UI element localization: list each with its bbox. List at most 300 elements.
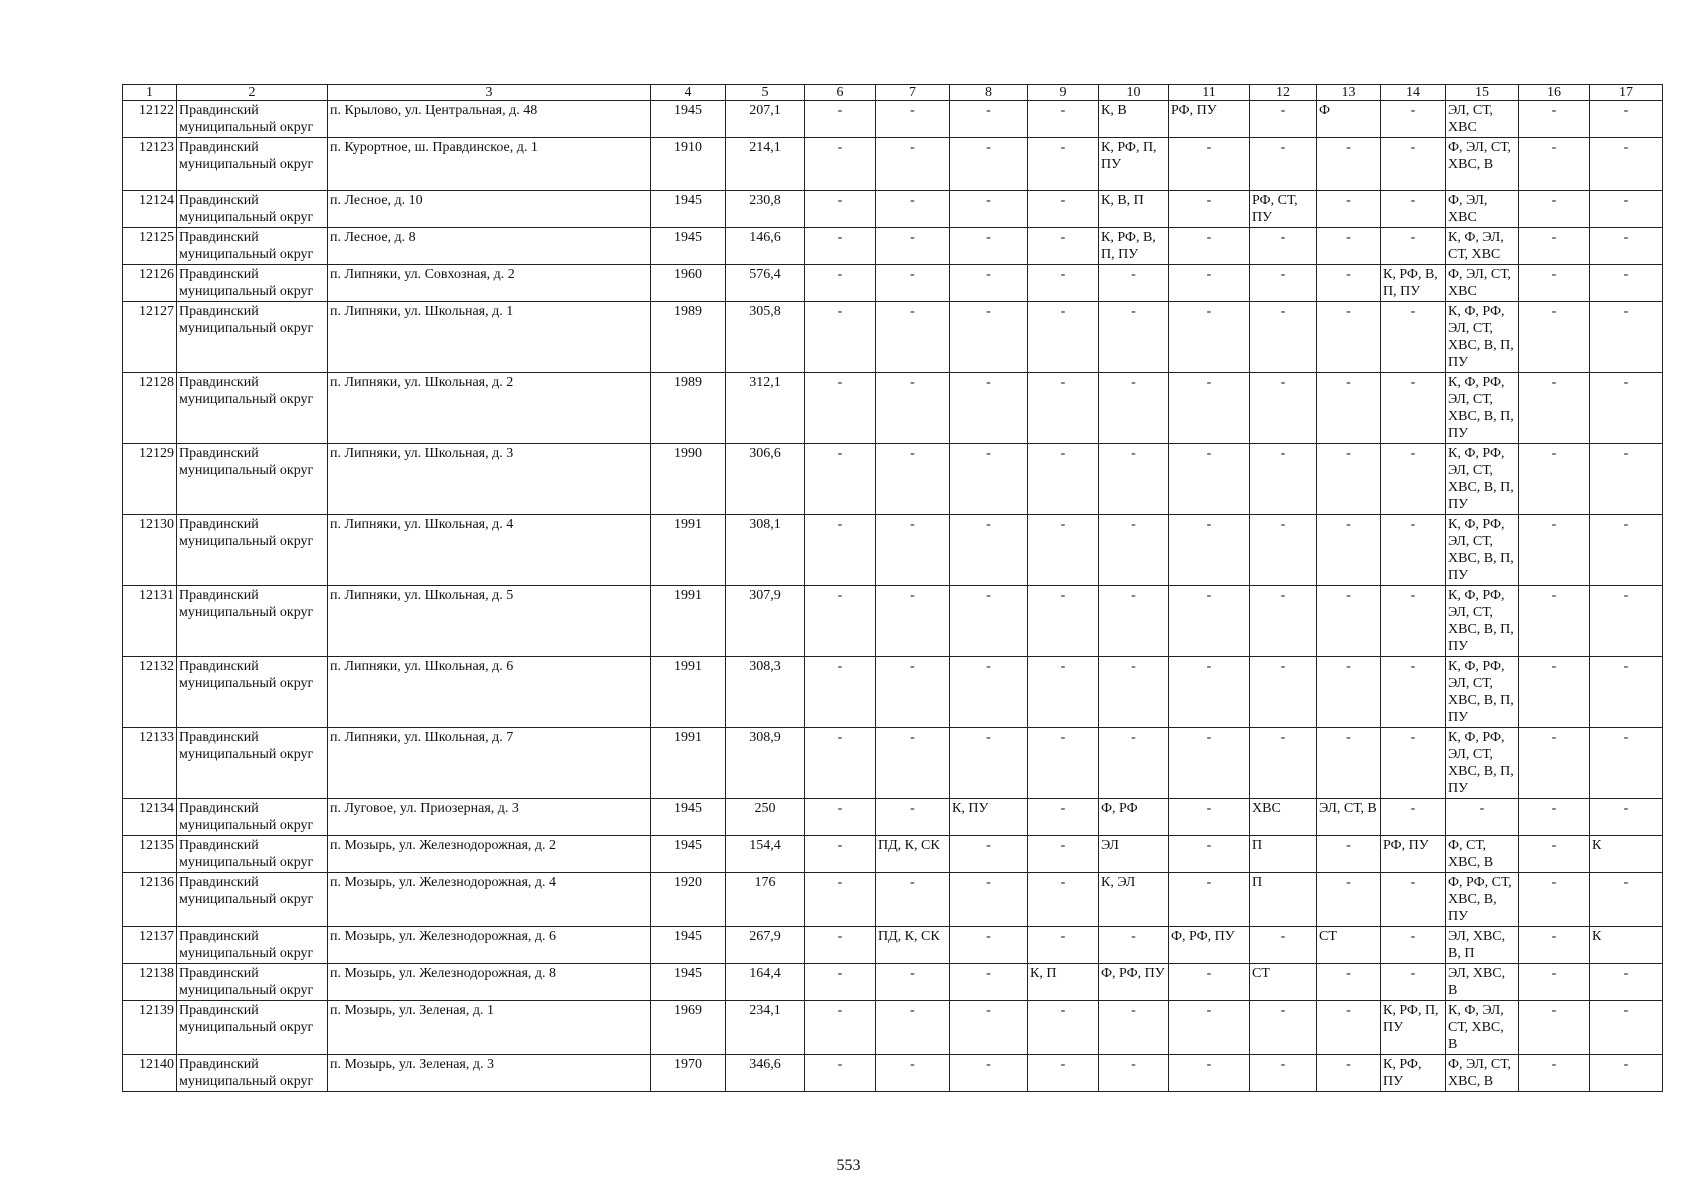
table-cell-col-4: 1989 [651, 302, 726, 373]
table-cell-col-6: - [805, 302, 876, 373]
table-cell-col-9: - [1028, 373, 1099, 444]
table-cell-col-16: - [1519, 964, 1590, 1001]
table-cell-col-4: 1945 [651, 101, 726, 138]
table-cell-col-14: - [1381, 228, 1446, 265]
table-cell-col-7: - [876, 228, 950, 265]
table-cell-col-2: Правдинский муниципальный округ [177, 873, 328, 927]
table-cell-col-7: - [876, 657, 950, 728]
table-cell-col-10: - [1099, 265, 1169, 302]
table-cell-col-1: 12131 [123, 586, 177, 657]
table-cell-col-1: 12128 [123, 373, 177, 444]
table-cell-col-5: 230,8 [726, 191, 805, 228]
table-cell-col-2: Правдинский муниципальный округ [177, 302, 328, 373]
table-cell-col-17: - [1590, 515, 1663, 586]
table-cell-col-4: 1920 [651, 873, 726, 927]
table-cell-col-11: - [1169, 964, 1250, 1001]
table-cell-col-15: К, Ф, РФ, ЭЛ, СТ, ХВС, В, П, ПУ [1446, 728, 1519, 799]
table-cell-col-9: - [1028, 138, 1099, 191]
table-cell-col-14: - [1381, 657, 1446, 728]
table-cell-col-4: 1991 [651, 728, 726, 799]
table-cell-col-9: - [1028, 657, 1099, 728]
table-cell-col-6: - [805, 101, 876, 138]
table-cell-col-11: - [1169, 302, 1250, 373]
table-cell-col-11: - [1169, 265, 1250, 302]
table-cell-col-10: К, ЭЛ [1099, 873, 1169, 927]
table-cell-col-6: - [805, 728, 876, 799]
table-cell-col-10: - [1099, 657, 1169, 728]
table-cell-col-13: - [1317, 873, 1381, 927]
table-row [123, 101, 1663, 138]
table-cell-col-12: - [1250, 444, 1317, 515]
table-row [123, 799, 1663, 836]
table-cell-col-3: п. Липняки, ул. Школьная, д. 5 [328, 586, 651, 657]
table-cell-col-14: - [1381, 799, 1446, 836]
table-cell-col-2: Правдинский муниципальный округ [177, 265, 328, 302]
table-cell-col-8: - [950, 101, 1028, 138]
table-cell-col-7: - [876, 191, 950, 228]
page-number: 553 [836, 1157, 861, 1174]
table-cell-col-7: - [876, 265, 950, 302]
table-cell-col-7: - [876, 373, 950, 444]
table-cell-col-17: - [1590, 138, 1663, 191]
table-row [123, 586, 1663, 657]
table-cell-col-5: 250 [726, 799, 805, 836]
table-cell-col-7: - [876, 964, 950, 1001]
table-cell-col-7: - [876, 138, 950, 191]
table-cell-col-5: 146,6 [726, 228, 805, 265]
table-cell-col-5: 306,6 [726, 444, 805, 515]
table-cell-col-3: п. Липняки, ул. Школьная, д. 6 [328, 657, 651, 728]
table-cell-col-12: - [1250, 728, 1317, 799]
table-cell-col-11: - [1169, 191, 1250, 228]
table-cell-col-5: 267,9 [726, 927, 805, 964]
table-cell-col-15: - [1446, 799, 1519, 836]
column-header: 16 [1519, 85, 1590, 101]
table-cell-col-10: К, В, П [1099, 191, 1169, 228]
table-cell-col-1: 12137 [123, 927, 177, 964]
table-cell-col-7: ПД, К, СК [876, 836, 950, 873]
table-row [123, 373, 1663, 444]
table-cell-col-9: - [1028, 1001, 1099, 1055]
table-cell-col-1: 12130 [123, 515, 177, 586]
table-cell-col-4: 1991 [651, 586, 726, 657]
table-cell-col-15: Ф, ЭЛ, ХВС [1446, 191, 1519, 228]
table-cell-col-5: 346,6 [726, 1055, 805, 1092]
table-cell-col-14: - [1381, 873, 1446, 927]
table-cell-col-17: К [1590, 836, 1663, 873]
table-cell-col-1: 12132 [123, 657, 177, 728]
table-cell-col-14: К, РФ, П, ПУ [1381, 1001, 1446, 1055]
table-cell-col-2: Правдинский муниципальный округ [177, 515, 328, 586]
table-cell-col-15: Ф, ЭЛ, СТ, ХВС [1446, 265, 1519, 302]
table-cell-col-11: - [1169, 444, 1250, 515]
table-cell-col-2: Правдинский муниципальный округ [177, 586, 328, 657]
table-cell-col-17: - [1590, 728, 1663, 799]
table-cell-col-10: К, РФ, П, ПУ [1099, 138, 1169, 191]
column-header: 14 [1381, 85, 1446, 101]
table-header [123, 85, 1663, 101]
table-cell-col-1: 12122 [123, 101, 177, 138]
table-cell-col-15: Ф, ЭЛ, СТ, ХВС, В [1446, 138, 1519, 191]
table-cell-col-17: - [1590, 265, 1663, 302]
table-cell-col-5: 176 [726, 873, 805, 927]
table-cell-col-15: К, Ф, РФ, ЭЛ, СТ, ХВС, В, П, ПУ [1446, 444, 1519, 515]
table-cell-col-15: К, Ф, ЭЛ, СТ, ХВС, В [1446, 1001, 1519, 1055]
table-cell-col-13: СТ [1317, 927, 1381, 964]
table-cell-col-4: 1945 [651, 228, 726, 265]
table-cell-col-14: - [1381, 444, 1446, 515]
table-row [123, 444, 1663, 515]
table-cell-col-9: - [1028, 1055, 1099, 1092]
table-cell-col-6: - [805, 964, 876, 1001]
table-cell-col-3: п. Мозырь, ул. Железнодорожная, д. 4 [328, 873, 651, 927]
table-cell-col-1: 12135 [123, 836, 177, 873]
table-row [123, 302, 1663, 373]
table-cell-col-17: - [1590, 191, 1663, 228]
table-cell-col-17: - [1590, 1001, 1663, 1055]
table-cell-col-4: 1910 [651, 138, 726, 191]
table-cell-col-16: - [1519, 799, 1590, 836]
column-header: 1 [123, 85, 177, 101]
table-cell-col-6: - [805, 228, 876, 265]
table-cell-col-12: ХВС [1250, 799, 1317, 836]
table-cell-col-13: - [1317, 586, 1381, 657]
table-cell-col-6: - [805, 138, 876, 191]
table-cell-col-6: - [805, 373, 876, 444]
table-cell-col-17: - [1590, 873, 1663, 927]
table-cell-col-4: 1945 [651, 964, 726, 1001]
table-row [123, 1055, 1663, 1092]
table-cell-col-15: К, Ф, РФ, ЭЛ, СТ, ХВС, В, П, ПУ [1446, 657, 1519, 728]
table-cell-col-16: - [1519, 1001, 1590, 1055]
table-cell-col-3: п. Лесное, д. 10 [328, 191, 651, 228]
table-cell-col-9: - [1028, 927, 1099, 964]
table-cell-col-10: - [1099, 1001, 1169, 1055]
table-cell-col-14: К, РФ, В, П, ПУ [1381, 265, 1446, 302]
table-cell-col-12: - [1250, 927, 1317, 964]
table-cell-col-9: - [1028, 836, 1099, 873]
table-cell-col-2: Правдинский муниципальный округ [177, 836, 328, 873]
table-cell-col-5: 308,1 [726, 515, 805, 586]
table-cell-col-8: - [950, 138, 1028, 191]
table-cell-col-11: - [1169, 1001, 1250, 1055]
table-cell-col-10: К, В [1099, 101, 1169, 138]
table-cell-col-17: - [1590, 657, 1663, 728]
table-cell-col-5: 164,4 [726, 964, 805, 1001]
table-cell-col-3: п. Липняки, ул. Совхозная, д. 2 [328, 265, 651, 302]
table-cell-col-9: - [1028, 728, 1099, 799]
table-cell-col-8: - [950, 373, 1028, 444]
table-cell-col-15: ЭЛ, ХВС, В, П [1446, 927, 1519, 964]
table-cell-col-1: 12134 [123, 799, 177, 836]
table-cell-col-1: 12126 [123, 265, 177, 302]
table-row [123, 191, 1663, 228]
table-cell-col-5: 308,9 [726, 728, 805, 799]
table-cell-col-10: - [1099, 1055, 1169, 1092]
table-cell-col-11: - [1169, 873, 1250, 927]
table-cell-col-8: - [950, 836, 1028, 873]
table-cell-col-12: - [1250, 657, 1317, 728]
table-cell-col-13: - [1317, 138, 1381, 191]
table-cell-col-3: п. Мозырь, ул. Железнодорожная, д. 2 [328, 836, 651, 873]
table-cell-col-4: 1990 [651, 444, 726, 515]
table-cell-col-2: Правдинский муниципальный округ [177, 728, 328, 799]
table-cell-col-6: - [805, 265, 876, 302]
table-cell-col-12: П [1250, 836, 1317, 873]
table-cell-col-7: - [876, 799, 950, 836]
table-cell-col-5: 307,9 [726, 586, 805, 657]
table-cell-col-16: - [1519, 873, 1590, 927]
table-cell-col-2: Правдинский муниципальный округ [177, 373, 328, 444]
table-cell-col-8: - [950, 964, 1028, 1001]
table-cell-col-11: - [1169, 657, 1250, 728]
table-cell-col-4: 1991 [651, 657, 726, 728]
table-cell-col-7: - [876, 586, 950, 657]
column-header: 6 [805, 85, 876, 101]
table-cell-col-8: - [950, 191, 1028, 228]
table-cell-col-4: 1945 [651, 799, 726, 836]
table-cell-col-17: К [1590, 927, 1663, 964]
table-cell-col-4: 1945 [651, 927, 726, 964]
table-cell-col-14: - [1381, 964, 1446, 1001]
table-cell-col-7: - [876, 302, 950, 373]
table-cell-col-13: - [1317, 1055, 1381, 1092]
table-cell-col-14: - [1381, 728, 1446, 799]
table-cell-col-9: К, П [1028, 964, 1099, 1001]
table-row [123, 657, 1663, 728]
column-header: 2 [177, 85, 328, 101]
table-cell-col-13: - [1317, 728, 1381, 799]
table-cell-col-6: - [805, 873, 876, 927]
column-header: 7 [876, 85, 950, 101]
table-cell-col-15: ЭЛ, ХВС, В [1446, 964, 1519, 1001]
table-cell-col-2: Правдинский муниципальный округ [177, 191, 328, 228]
register-table [122, 84, 1663, 1092]
table-cell-col-14: - [1381, 138, 1446, 191]
table-cell-col-6: - [805, 836, 876, 873]
table-row [123, 836, 1663, 873]
table-cell-col-11: - [1169, 515, 1250, 586]
table-cell-col-17: - [1590, 586, 1663, 657]
table-cell-col-7: - [876, 101, 950, 138]
table-cell-col-14: РФ, ПУ [1381, 836, 1446, 873]
table-cell-col-13: - [1317, 444, 1381, 515]
table-cell-col-3: п. Мозырь, ул. Зеленая, д. 1 [328, 1001, 651, 1055]
table-row [123, 265, 1663, 302]
table-cell-col-12: - [1250, 228, 1317, 265]
table-cell-col-12: - [1250, 101, 1317, 138]
table-cell-col-12: - [1250, 515, 1317, 586]
table-cell-col-12: - [1250, 1001, 1317, 1055]
table-cell-col-5: 312,1 [726, 373, 805, 444]
table-cell-col-7: ПД, К, СК [876, 927, 950, 964]
table-row [123, 728, 1663, 799]
table-cell-col-16: - [1519, 265, 1590, 302]
table-cell-col-3: п. Луговое, ул. Приозерная, д. 3 [328, 799, 651, 836]
table-cell-col-13: - [1317, 191, 1381, 228]
table-cell-col-1: 12140 [123, 1055, 177, 1092]
table-cell-col-5: 305,8 [726, 302, 805, 373]
table-cell-col-3: п. Мозырь, ул. Железнодорожная, д. 8 [328, 964, 651, 1001]
table-cell-col-4: 1960 [651, 265, 726, 302]
table-cell-col-16: - [1519, 373, 1590, 444]
table-cell-col-12: - [1250, 373, 1317, 444]
table-cell-col-6: - [805, 927, 876, 964]
table-cell-col-16: - [1519, 228, 1590, 265]
table-cell-col-5: 214,1 [726, 138, 805, 191]
table-cell-col-14: - [1381, 927, 1446, 964]
column-header: 4 [651, 85, 726, 101]
table-cell-col-3: п. Крылово, ул. Центральная, д. 48 [328, 101, 651, 138]
table-cell-col-14: К, РФ, ПУ [1381, 1055, 1446, 1092]
table-cell-col-4: 1970 [651, 1055, 726, 1092]
table-cell-col-9: - [1028, 228, 1099, 265]
table-cell-col-15: К, Ф, РФ, ЭЛ, СТ, ХВС, В, П, ПУ [1446, 586, 1519, 657]
table-cell-col-2: Правдинский муниципальный округ [177, 1055, 328, 1092]
table-cell-col-12: - [1250, 265, 1317, 302]
column-header: 13 [1317, 85, 1381, 101]
table-cell-col-10: К, РФ, В, П, ПУ [1099, 228, 1169, 265]
table-row [123, 964, 1663, 1001]
table-cell-col-15: Ф, РФ, СТ, ХВС, В, ПУ [1446, 873, 1519, 927]
table-cell-col-6: - [805, 191, 876, 228]
table-cell-col-12: РФ, СТ, ПУ [1250, 191, 1317, 228]
table-cell-col-1: 12139 [123, 1001, 177, 1055]
table-cell-col-14: - [1381, 302, 1446, 373]
table-cell-col-9: - [1028, 265, 1099, 302]
table-body [123, 101, 1663, 1092]
table-cell-col-15: Ф, ЭЛ, СТ, ХВС, В [1446, 1055, 1519, 1092]
table-cell-col-6: - [805, 586, 876, 657]
table-cell-col-16: - [1519, 657, 1590, 728]
table-cell-col-16: - [1519, 444, 1590, 515]
table-cell-col-14: - [1381, 586, 1446, 657]
table-cell-col-17: - [1590, 1055, 1663, 1092]
table-cell-col-10: - [1099, 728, 1169, 799]
table-cell-col-7: - [876, 1001, 950, 1055]
table-cell-col-11: - [1169, 799, 1250, 836]
table-cell-col-11: - [1169, 728, 1250, 799]
table-cell-col-12: - [1250, 1055, 1317, 1092]
table-cell-col-11: - [1169, 373, 1250, 444]
table-cell-col-17: - [1590, 101, 1663, 138]
table-cell-col-16: - [1519, 302, 1590, 373]
table-cell-col-10: - [1099, 586, 1169, 657]
table-cell-col-4: 1991 [651, 515, 726, 586]
table-cell-col-2: Правдинский муниципальный округ [177, 101, 328, 138]
table-cell-col-16: - [1519, 515, 1590, 586]
table-cell-col-10: - [1099, 444, 1169, 515]
table-cell-col-1: 12133 [123, 728, 177, 799]
table-cell-col-8: - [950, 586, 1028, 657]
table-cell-col-14: - [1381, 515, 1446, 586]
table-cell-col-6: - [805, 799, 876, 836]
table-cell-col-10: - [1099, 515, 1169, 586]
table-cell-col-5: 576,4 [726, 265, 805, 302]
table-row [123, 873, 1663, 927]
table-cell-col-9: - [1028, 586, 1099, 657]
table-cell-col-5: 154,4 [726, 836, 805, 873]
table-cell-col-8: К, ПУ [950, 799, 1028, 836]
table-cell-col-17: - [1590, 444, 1663, 515]
table-cell-col-7: - [876, 1055, 950, 1092]
table-cell-col-5: 207,1 [726, 101, 805, 138]
table-cell-col-1: 12136 [123, 873, 177, 927]
table-cell-col-10: - [1099, 927, 1169, 964]
table-cell-col-11: - [1169, 1055, 1250, 1092]
table-cell-col-7: - [876, 728, 950, 799]
table-cell-col-8: - [950, 302, 1028, 373]
table-cell-col-16: - [1519, 728, 1590, 799]
table-cell-col-2: Правдинский муниципальный округ [177, 657, 328, 728]
table-cell-col-15: К, Ф, РФ, ЭЛ, СТ, ХВС, В, П, ПУ [1446, 302, 1519, 373]
table-cell-col-11: РФ, ПУ [1169, 101, 1250, 138]
table-cell-col-6: - [805, 444, 876, 515]
table-row [123, 927, 1663, 964]
table-cell-col-10: Ф, РФ, ПУ [1099, 964, 1169, 1001]
table-cell-col-12: П [1250, 873, 1317, 927]
table-cell-col-17: - [1590, 373, 1663, 444]
table-cell-col-10: - [1099, 302, 1169, 373]
column-header: 10 [1099, 85, 1169, 101]
table-cell-col-9: - [1028, 873, 1099, 927]
table-cell-col-10: Ф, РФ [1099, 799, 1169, 836]
table-cell-col-15: К, Ф, ЭЛ, СТ, ХВС [1446, 228, 1519, 265]
table-cell-col-8: - [950, 657, 1028, 728]
table-cell-col-3: п. Липняки, ул. Школьная, д. 1 [328, 302, 651, 373]
table-cell-col-4: 1945 [651, 191, 726, 228]
table-cell-col-13: - [1317, 1001, 1381, 1055]
table-cell-col-17: - [1590, 302, 1663, 373]
column-header: 15 [1446, 85, 1519, 101]
table-cell-col-1: 12125 [123, 228, 177, 265]
table-row [123, 228, 1663, 265]
table-cell-col-3: п. Липняки, ул. Школьная, д. 2 [328, 373, 651, 444]
table-cell-col-9: - [1028, 302, 1099, 373]
table-cell-col-17: - [1590, 228, 1663, 265]
table-cell-col-7: - [876, 444, 950, 515]
table-cell-col-8: - [950, 873, 1028, 927]
table-cell-col-7: - [876, 515, 950, 586]
table-cell-col-1: 12127 [123, 302, 177, 373]
column-header: 9 [1028, 85, 1099, 101]
table-cell-col-15: ЭЛ, СТ, ХВС [1446, 101, 1519, 138]
column-header: 8 [950, 85, 1028, 101]
table-cell-col-4: 1969 [651, 1001, 726, 1055]
table-cell-col-12: - [1250, 302, 1317, 373]
table-cell-col-13: - [1317, 373, 1381, 444]
table-cell-col-3: п. Мозырь, ул. Железнодорожная, д. 6 [328, 927, 651, 964]
column-header: 3 [328, 85, 651, 101]
table-cell-col-15: Ф, СТ, ХВС, В [1446, 836, 1519, 873]
table-cell-col-8: - [950, 927, 1028, 964]
table-cell-col-2: Правдинский муниципальный округ [177, 138, 328, 191]
table-cell-col-9: - [1028, 191, 1099, 228]
table-cell-col-15: К, Ф, РФ, ЭЛ, СТ, ХВС, В, П, ПУ [1446, 373, 1519, 444]
table-cell-col-2: Правдинский муниципальный округ [177, 1001, 328, 1055]
table-cell-col-13: - [1317, 657, 1381, 728]
table-cell-col-4: 1989 [651, 373, 726, 444]
table-cell-col-3: п. Липняки, ул. Школьная, д. 3 [328, 444, 651, 515]
table-cell-col-13: Ф [1317, 101, 1381, 138]
table-cell-col-6: - [805, 1001, 876, 1055]
table-cell-col-16: - [1519, 138, 1590, 191]
table-cell-col-8: - [950, 444, 1028, 515]
column-header: 5 [726, 85, 805, 101]
table-cell-col-8: - [950, 265, 1028, 302]
table-cell-col-17: - [1590, 964, 1663, 1001]
column-header: 17 [1590, 85, 1663, 101]
